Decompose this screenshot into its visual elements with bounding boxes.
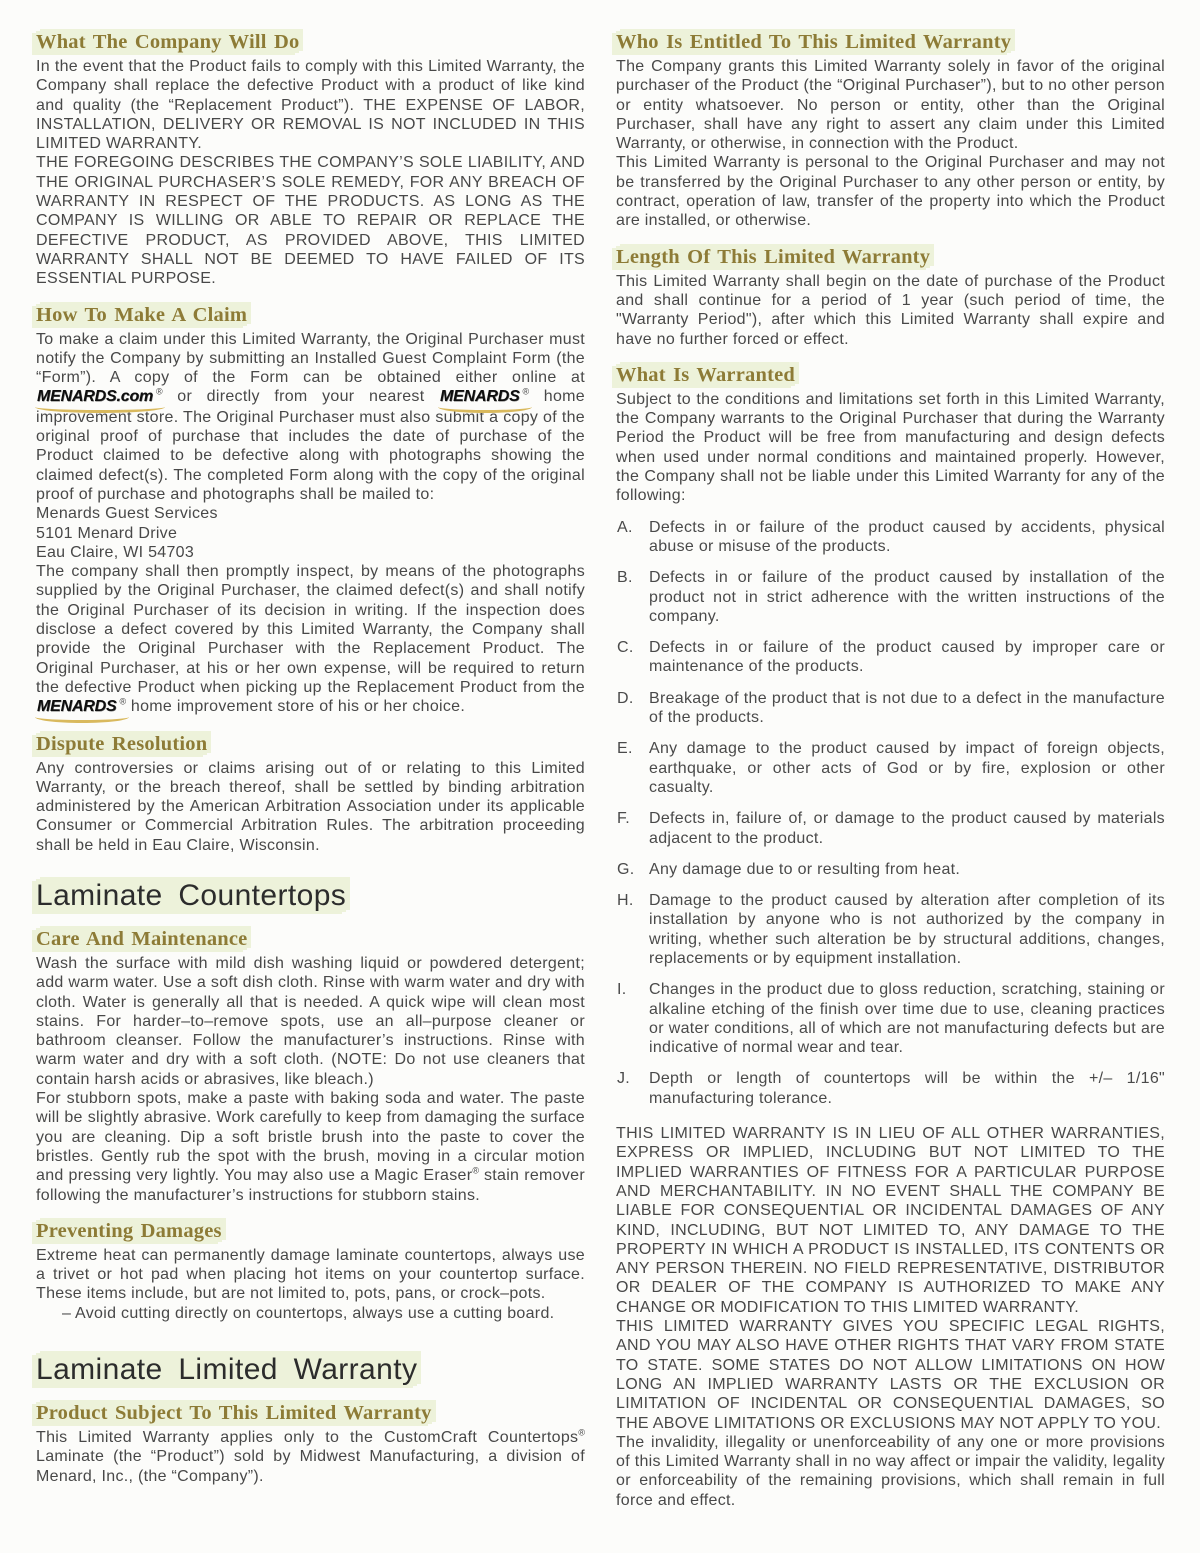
exclusion-item-d <box>616 689 1165 728</box>
paragraph: This Limited Warranty is personal to the Original Purchaser and may not be transferred by the Original Purchaser to any other person or entity, by contract, operation of law, transfer of the property into which the Product are installed, or otherwise. <box>616 154 1165 230</box>
section-preventing-damages <box>36 1220 585 1323</box>
section-legal-disclaimers <box>616 1124 1165 1510</box>
paragraph <box>36 1428 585 1486</box>
paragraph: Any controversies or claims arising out of or relating to this Limited Warranty, or the breach thereof, shall be settled by binding arbitration administered by the American Arbitration Association under its applicable Consumer or Commercial Arbitration Rules. The arbitration proceeding shall be held in Eau Claire, Wisconsin. <box>36 759 585 854</box>
menards-logo <box>439 387 523 407</box>
item-text: Any damage due to or resulting from heat. <box>649 860 961 878</box>
section-what-is-warranted <box>616 364 1165 1108</box>
section-heading <box>36 304 585 327</box>
heading-text: Product Subject To This Limited Warranty <box>36 1402 432 1425</box>
item-text: Defects in, failure of, or damage to the product caused by materials adjacent to the product. <box>649 810 1165 847</box>
item-text: Depth or length of countertops will be within the +/– 1/16" manufacturing tolerance. <box>649 1070 1165 1107</box>
exclusion-item-g <box>616 860 1165 879</box>
mailing-address <box>36 504 585 562</box>
registered-mark: ® <box>578 1427 585 1438</box>
paragraph-text: stain remover following the manufacturer’s instructions for stubborn stains. <box>36 1167 585 1204</box>
paragraph-text: This Limited Warranty applies only to the CustomCraft Countertops <box>36 1429 579 1447</box>
paragraph <box>36 562 585 717</box>
menards-wordmark: MENARDS <box>37 388 117 406</box>
paragraph: THIS LIMITED WARRANTY IS IN LIEU OF ALL OTHER WARRANTIES, EXPRESS OR IMPLIED, INCLUDING BUT NOT LIMITED TO THE IMPLIED WARRANTIES OF FITNESS FOR A PARTICULAR PURPOSE AND MERCHANTABILITY. IN NO EVENT SHALL THE COMPANY BE LIABLE FOR CONSEQUENTIAL OR INCIDENTAL DAMAGES OF ANY KIND, INCLUDING, BUT NOT LIMITED TO, ANY DAMAGE TO THE PROPERTY IN WHICH A PRODUCT IS INSTALLED, ITS CONTENTS OR ANY PERSON THEREIN. NO FIELD REPRESENTATIVE, DISTRIBUTOR OR DEALER OF THE COMPANY IS AUTHORIZED TO MAKE ANY CHANGE OR MODIFICATION TO THIS LIMITED WARRANTY. <box>616 1125 1165 1316</box>
address-line: Eau Claire, WI 54703 <box>36 543 195 561</box>
paragraph: THIS LIMITED WARRANTY GIVES YOU SPECIFIC LEGAL RIGHTS, AND YOU MAY ALSO HAVE OTHER RIGHTS THAT VARY FROM STATE TO STATE. SOME STATES DO NOT ALLOW LIMITATIONS ON HOW LONG AN IMPLIED WARRANTY LASTS OR THE EXCLUSION OR LIMITATION OF INCIDENTAL OR CONSEQUENTIAL DAMAGES, SO THE ABOVE LIMITATIONS OR EXCLUSIONS MAY NOT APPLY TO YOU. <box>616 1318 1165 1432</box>
registered-mark: ® <box>472 1165 479 1176</box>
section-who-is-entitled <box>616 31 1165 231</box>
bullet-line: – Avoid cutting directly on countertops, always use a cutting board. <box>62 1304 555 1322</box>
paragraph: Subject to the conditions and limitations set forth in this Limited Warranty, the Company warrants to the Original Purchaser that during the Warranty Period the Product will be free from manufacturing and design defects when used under normal conditions and maintained properly. However, the Company shall not be liable under this Limited Warranty for any of the following: <box>616 390 1165 505</box>
paragraph: Wash the surface with mild dish washing liquid or powdered detergent; add warm water. Use a soft dish cloth. Rinse with warm water and dry with cloth. Water is generally all that is needed. A quick wipe will clean most stains. For harder–to–remove spots, use an all–purpose cleaner or bathroom cleanser. Follow the manufacturer’s instructions. Rinse with warm water and dry with a soft cloth. (NOTE: Do not use cleaners that contain harsh acids or abrasives, like bleach.) <box>36 954 585 1088</box>
item-label: C. <box>617 639 634 657</box>
heading-text: Dispute Resolution <box>36 732 208 755</box>
section-heading <box>36 1402 585 1425</box>
exclusion-item-j <box>616 1069 1165 1108</box>
heading-text: Laminate Limited Warranty <box>36 1353 418 1387</box>
item-text: Any damage to the product caused by impact of foreign objects, earthquake, or other acts of God or by fire, explosion or other casualty. <box>649 740 1165 796</box>
section-heading <box>36 1220 585 1243</box>
paragraph: In the event that the Product fails to comply with this Limited Warranty, the Company shall replace the defective Product with a product of like kind and quality (the “Replacement Product”). THE EXPENSE OF LABOR, INSTALLATION, DELIVERY OR REMOVAL IS NOT INCLUDED IN THIS LIMITED WARRANTY. <box>36 58 585 153</box>
registered-mark: ® <box>156 387 163 398</box>
section-heading <box>36 31 585 54</box>
section-dispute-resolution <box>36 733 585 855</box>
item-label: B. <box>617 569 633 587</box>
exclusion-item-b <box>616 568 1165 626</box>
menards-wordmark: MENARDS <box>37 698 117 716</box>
title-laminate-limited-warranty <box>36 1353 585 1387</box>
paragraph <box>36 330 585 505</box>
section-heading <box>36 928 585 951</box>
item-label: A. <box>617 518 633 536</box>
paragraph-text: For stubborn spots, make a paste with baking soda and water. The paste will be slightly abrasive. Work carefully to keep from damaging the surface you are cleaning. Dip a soft bristle brush into the paste to cover the bristles. Gently rub the spot with the brush, moving in a circular motion and pressing very lightly. You may also use a Magic Eraser <box>36 1090 585 1185</box>
paragraph-text: The company shall then promptly inspect, by means of the photographs supplied by the Original Purchaser, the claimed defect(s) and shall notify the Original Purchaser of its decision in writing. If the inspection does disclose a defect covered by this Limited Warranty, the Company shall provide the Original Purchaser with the Replacement Product. The Original Purchaser, at his or her own expense, will be required to return the defective Product when picking up the Replacement Product from the <box>36 563 585 696</box>
item-text: Defects in or failure of the product caused by installation of the product not in strict adherence with the written instructions of the company. <box>649 569 1165 625</box>
item-text: Damage to the product caused by alteration after completion of its installation by anyone who is not authorized by the company in writing, whether such alteration be by structural additions, changes, replacements or by equipment installation. <box>649 892 1165 967</box>
heading-text: Who Is Entitled To This Limited Warranty <box>616 31 1012 53</box>
paragraph <box>36 1089 585 1205</box>
item-label: I. <box>617 981 627 999</box>
title-laminate-countertops <box>36 879 585 913</box>
menards-com-logo <box>36 387 156 407</box>
left-column <box>36 31 585 1510</box>
right-column <box>616 31 1165 1510</box>
paragraph-text: To make a claim under this Limited Warranty, the Original Purchaser must notify the Company by submitting an Installed Guest Complaint Form (the “Form”). A copy of the Form can be obtained either online at <box>36 330 585 387</box>
section-heading <box>616 364 1165 387</box>
item-label: F. <box>617 810 631 828</box>
section-how-to-make-claim <box>36 304 585 718</box>
item-label: G. <box>617 860 635 878</box>
registered-mark: ® <box>522 387 530 398</box>
paragraph-text: or directly from your nearest <box>177 388 425 406</box>
item-label: J. <box>617 1070 631 1088</box>
exclusion-item-c <box>616 638 1165 677</box>
menards-dotcom: .com <box>116 388 154 406</box>
section-heading <box>36 733 585 756</box>
section-heading <box>616 31 1165 54</box>
menards-logo <box>36 697 120 717</box>
section-length-of-warranty <box>616 246 1165 349</box>
exclusion-item-f <box>616 809 1165 848</box>
heading-text: How To Make A Claim <box>36 303 248 326</box>
menards-wordmark: MENARDS <box>440 388 520 406</box>
paragraph: This Limited Warranty shall begin on the date of purchase of the Product and shall continue for a period of 1 year (such period of time, the "Warranty Period"), after which this Limited Warranty shall expire and have no further forced or effect. <box>616 272 1165 348</box>
heading-text: What Is Warranted <box>616 363 796 386</box>
heading-text: What The Company Will Do <box>36 31 300 53</box>
exclusion-item-i <box>616 980 1165 1057</box>
heading-text: Laminate Countertops <box>36 878 347 912</box>
paragraph-text: Laminate (the “Product”) sold by Midwest Manufacturing, a division of Menard, Inc., (the “Company”). <box>36 1448 585 1485</box>
exclusion-item-h <box>616 891 1165 968</box>
section-care-and-maintenance <box>36 928 585 1205</box>
paragraph-text: home improvement store of his or her choice. <box>130 698 466 716</box>
paragraph: The Company grants this Limited Warranty solely in favor of the original purchaser of the Product (the “Original Purchaser”), but to no other person or entity whatsoever. No person or entity, other than the Original Purchaser, shall have any right to assert any claim under this Limited Warranty, or otherwise, in connection with the Product. <box>616 58 1165 153</box>
registered-mark: ® <box>119 696 127 707</box>
section-what-company-will-do <box>36 31 585 289</box>
item-text: Defects in or failure of the product caused by accidents, physical abuse or misuse of the products. <box>649 518 1165 555</box>
section-product-subject <box>36 1402 585 1486</box>
item-text: Changes in the product due to gloss reduction, scratching, staining or alkaline etching of the finish over time due to use, cleaning practices or water conditions, all of which are not manufacturing defects but are indicative of normal wear and tear. <box>649 981 1165 1057</box>
heading-text: Care And Maintenance <box>36 927 248 950</box>
item-label: E. <box>617 740 633 758</box>
exclusions-list <box>616 518 1165 1108</box>
exclusion-item-a <box>616 518 1165 557</box>
item-text: Defects in or failure of the product caused by improper care or maintenance of the products. <box>649 639 1165 676</box>
address-line: 5101 Menard Drive <box>36 524 178 542</box>
address-line: Menards Guest Services <box>36 505 218 523</box>
item-label: D. <box>617 689 634 707</box>
paragraph-text: home improvement store. The Original Purchaser must also submit a copy of the original proof of purchase that includes the date of purchase of the Product claimed to be defective along with photographs showing the claimed defect(s). The completed Form along with the copy of the original proof of purchase and photographs shall be mailed to: <box>36 388 585 503</box>
item-text: Breakage of the product that is not due to a defect in the manufacture of the products. <box>649 689 1165 727</box>
paragraph: THE FOREGOING DESCRIBES THE COMPANY’S SOLE LIABILITY, AND THE ORIGINAL PURCHASER’S SOLE REMEDY, FOR ANY BREACH OF WARRANTY IN RESPECT OF THE PRODUCTS. AS LONG AS THE COMPANY IS WILLING OR ABLE TO REPAIR OR REPLACE THE DEFECTIVE PRODUCT, AS PROVIDED ABOVE, THIS LIMITED WARRANTY SHALL NOT BE DEEMED TO HAVE FAILED OF ITS ESSENTIAL PURPOSE. <box>36 154 585 288</box>
heading-text: Preventing Damages <box>36 1219 222 1242</box>
paragraph: The invalidity, illegality or unenforceability of any one or more provisions of this Limited Warranty shall in no way affect or impair the validity, legality or enforceability of the remaining provisions, which shall remain in full force and effect. <box>616 1433 1165 1509</box>
paragraph: Extreme heat can permanently damage laminate countertops, always use a trivet or hot pad when placing hot items on your countertop surface. These items include, but are not limited to, pots, pans, or crock–pots. <box>36 1246 585 1303</box>
heading-text: Length Of This Limited Warranty <box>616 245 931 268</box>
item-label: H. <box>617 892 634 910</box>
exclusion-item-e <box>616 739 1165 797</box>
section-heading <box>616 246 1165 269</box>
